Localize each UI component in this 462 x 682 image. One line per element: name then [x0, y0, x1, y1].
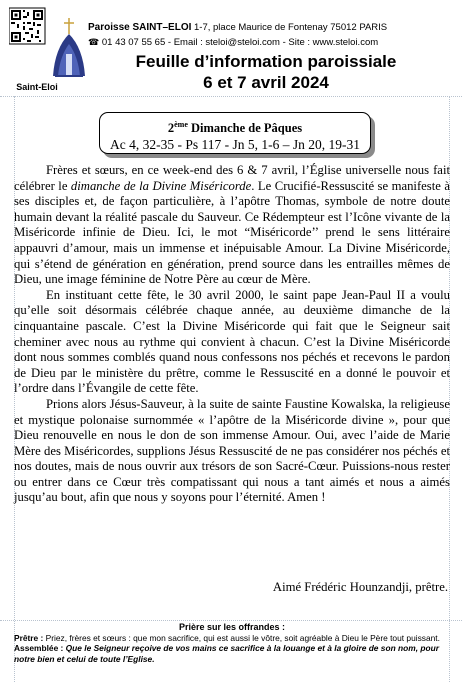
offertory-title: Prière sur les offrandes : [178, 622, 286, 632]
homily-text [14, 163, 450, 506]
parish-contact: 01 43 07 55 65 - Email : steloi@steloi.com - Site : www.steloi.com [101, 37, 379, 48]
priest-line [14, 633, 450, 643]
homily-paragraph-1a: Frères et sœurs, en ce week-end des 6 & 7 avril, l’Église universelle nous fait célébrer le [14, 163, 450, 193]
parish-name: Paroisse SAINT–ELOI [88, 22, 192, 33]
sunday-readings-box [99, 112, 371, 154]
homily-signature: Aimé Frédéric Hounzandji, prêtre. [272, 580, 448, 594]
page-title: Feuille d’information paroissiale [135, 52, 397, 71]
homily-paragraph-2: En instituant cette fête, le 30 avril 2000, le saint pape Jean-Paul II a voulu qu’elle soit désormais célébrée chaque année, au deuxième dimanche de la cinquantaine pascale. C’est la Divine Miséricorde qui fait que le Seigneur sait cheminer avec nous au rythme qui convient à chacun. C’est la Divine Miséricorde dont nous sommes comblés quand nous confessons nos péchés et recevons le pardon de Dieu par le ministère du prêtre, comme le Ressuscité en a donné le pouvoir et l’ordre dans l’Évangile de cette fête. [14, 287, 450, 396]
sunday-title-text: Dimanche de Pâques [187, 121, 303, 136]
assembly-text: Que le Seigneur reçoive de vos mains ce sacrifice à la louange et à la gloire de son nom, pour notre bien et celui de toute l’Eglise. [14, 643, 439, 664]
priest-text: Priez, frères et sœurs : que mon sacrifice, qui est aussi le vôtre, soit agréable à Dieu le Père tout puissant. [43, 633, 440, 644]
assembly-label: Assemblée : [14, 643, 64, 654]
assembly-line [14, 643, 450, 663]
page-header [6, 4, 456, 96]
logo-caption: Saint-Eloi [16, 82, 58, 92]
homily-emphasis: dimanche de la Divine Miséricorde [70, 178, 252, 193]
sunday-title [100, 117, 370, 136]
parish-address-line [88, 22, 458, 33]
offertory-prayer [14, 622, 450, 664]
phone-icon: ☎ [88, 37, 100, 47]
sunday-ordinal: ème [174, 120, 188, 129]
homily-paragraph-3: Prions alors Jésus-Sauveur, à la suite de sainte Faustine Kowalska, la religieuse et mystique polonaise surnommée « l’apôtre de la Miséricorde divine », pour que Dieu renouvelle en nous le don de son immense Amour. Oui, avec l’aide de Marie Mère des Miséricordes, supplions Jésus Ressuscité de ne pas considérer nos péchés et nos doutes, mais de nous ouvrir aux trésors de son Sacré-Cœur. Puissions-nous rester ou entrer dans ce Cœur très compatissant qui nous a tant aimés et nous a aimés jusqu’au bout, afin que nous y soyons pour l’éternité. Amen ! [14, 396, 450, 505]
homily-paragraph-1b: . Le Crucifié-Ressuscité se manifeste à ses disciples et, de façon particulière, à l’apôtre Thomas, symbole de notre doute humain devant la réalité pascale du Sauveur. Ce Rédempteur est l’Icône vivante de la Miséricorde infinie de Dieu. Ici, le mot “Miséricorde’’ prend le sens littéraire appauvri d’amour, mais un immense et inépuisable Amour. La Divine Miséricorde, qui s’étend de génération en génération, prend source dans les entrailles mêmes de Dieu, une image féminine de Notre Père au cœur de Mère. [14, 178, 450, 287]
priest-label: Prêtre : [14, 633, 44, 644]
sunday-number: 2 [167, 121, 175, 136]
church-logo-icon [53, 18, 85, 76]
parish-contact-line [88, 37, 458, 48]
parish-logo [9, 4, 87, 94]
sunday-readings: Ac 4, 32-35 - Ps 117 - Jn 5, 1-6 – Jn 20, 19-31 [110, 137, 360, 153]
page-date: 6 et 7 avril 2024 [203, 73, 329, 92]
parish-address: 1-7, place Maurice de Fontenay 75012 PARIS [194, 22, 388, 33]
qr-code-icon [9, 8, 45, 44]
homily-paragraph [14, 163, 450, 288]
